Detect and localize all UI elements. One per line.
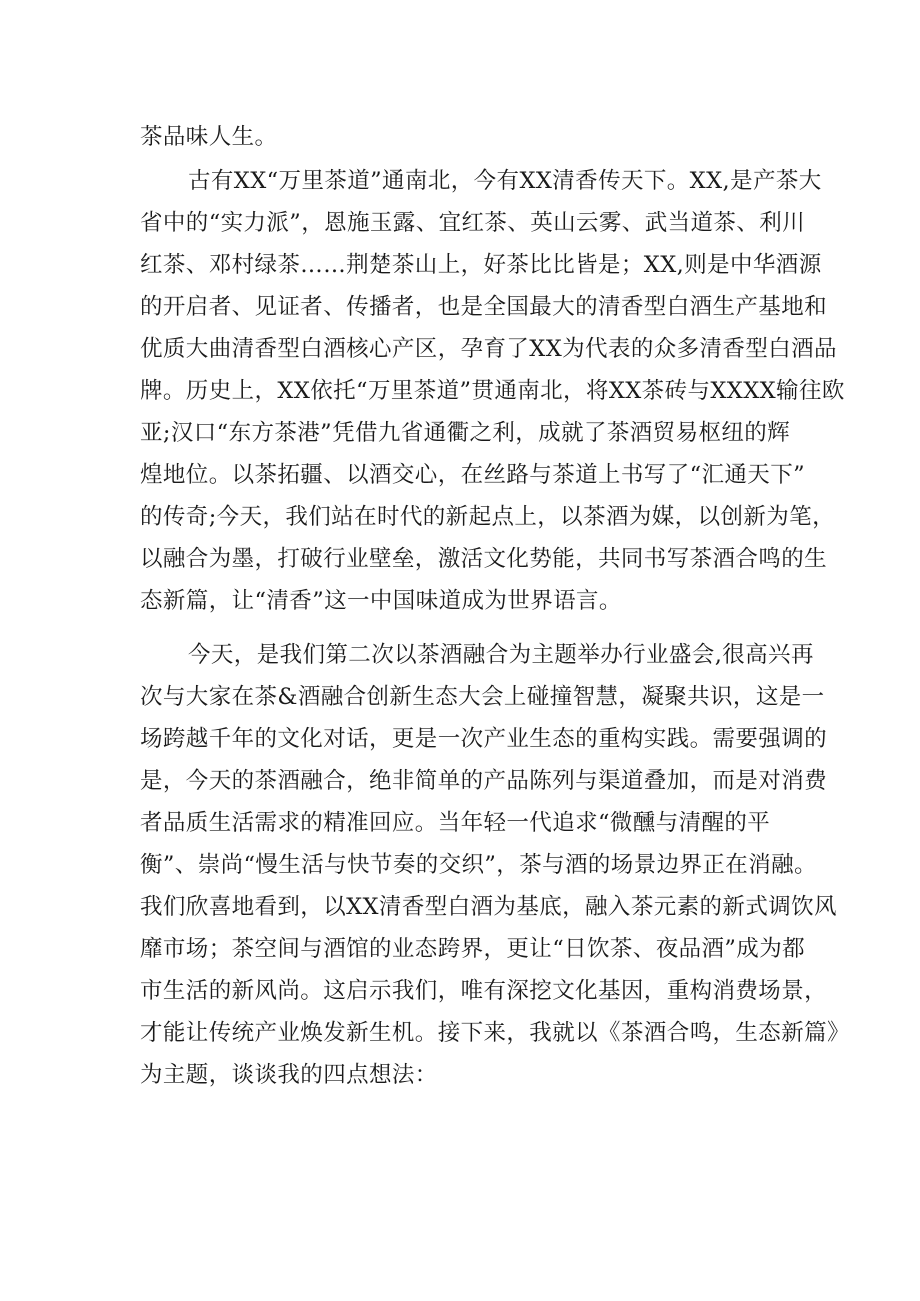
text-line: 我们欣喜地看到，以XX清香型白酒为基底，融入茶元素的新式调饮风 <box>140 894 837 920</box>
text-line: 市生活的新风尚。这启示我们，唯有深挖文化基因，重构消费场景， <box>140 978 828 1004</box>
text-line: 靡市场；茶空间与酒馆的业态跨界，更让“日饮茶、夜品酒”成为都 <box>140 936 806 962</box>
text-line: 红茶、邓村绿茶……荆楚茶山上，好茶比比皆是；XX,则是中华酒源 <box>140 252 822 278</box>
text-line: 优质大曲清香型白酒核心产区，孕育了XX为代表的众多清香型白酒品 <box>140 336 837 362</box>
text-line: 亚;汉口“东方茶港”凭借九省通衢之利，成就了茶酒贸易枢纽的辉 <box>140 420 791 446</box>
text-line: 衡”、崇尚“慢生活与快节奏的交织”，茶与酒的场景边界正在消融。 <box>140 852 817 878</box>
text-line: 者品质生活需求的精准回应。当年轻一代追求“微醺与清醒的平 <box>140 810 771 836</box>
text-line: 态新篇，让“清香”这一中国味道成为世界语言。 <box>140 588 622 614</box>
text-line: 煌地位。以茶拓疆、以酒交心，在丝路与茶道上书写了“汇通天下” <box>140 462 806 488</box>
text-line: 才能让传统产业焕发新生机。接下来，我就以《茶酒合鸣，生态新篇》 <box>140 1020 850 1046</box>
text-line: 省中的“实力派”，恩施玉露、宜红茶、英山云雾、武当道茶、利川 <box>140 210 806 236</box>
text-line: 为主题，谈谈我的四点想法： <box>140 1062 438 1088</box>
text-line: 以融合为墨，打破行业壁垒，激活文化势能，共同书写茶酒合鸣的生 <box>140 546 828 572</box>
text-line: 次与大家在茶&酒融合创新生态大会上碰撞智慧，凝聚共识，这是一 <box>140 684 825 710</box>
text-line: 古有XX“万里茶道”通南北，今有XX清香传天下。XX,是产茶大 <box>188 168 822 194</box>
text-line: 牌。历史上，XX依托“万里茶道”贯通南北，将XX茶砖与XXXX输往欧 <box>140 378 845 404</box>
text-line: 场跨越千年的文化对话，更是一次产业生态的重构实践。需要强调的 <box>140 726 828 752</box>
text-line: 的传奇;今天，我们站在时代的新起点上，以茶酒为媒，以创新为笔， <box>140 504 835 530</box>
text-line: 今天，是我们第二次以茶酒融合为主题举办行业盛会,很高兴再 <box>188 642 814 668</box>
text-line: 茶品味人生。 <box>140 124 278 150</box>
text-line: 是，今天的茶酒融合，绝非简单的产品陈列与渠道叠加，而是对消费 <box>140 768 828 794</box>
text-line: 的开启者、见证者、传播者，也是全国最大的清香型白酒生产基地和 <box>140 294 828 320</box>
